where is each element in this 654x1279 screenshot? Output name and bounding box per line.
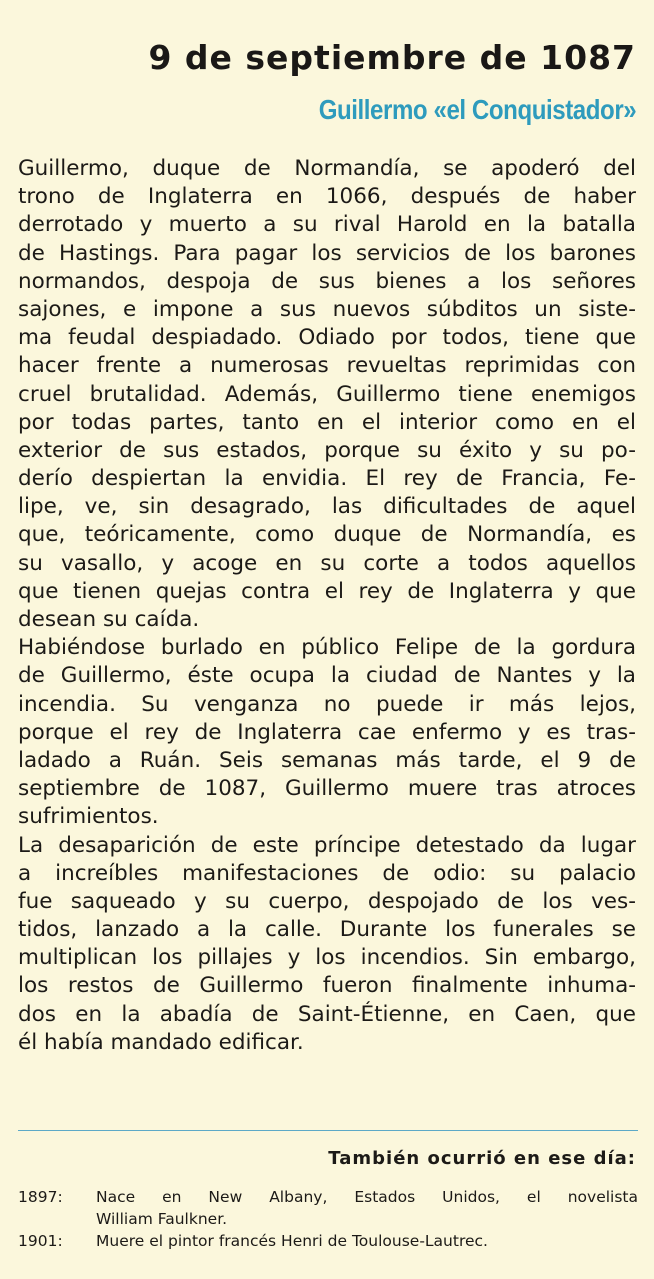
- body-line: ma feudal despiadado. Odiado por todos, tiene que: [18, 325, 636, 351]
- body-line: su vasallo, y acoge en su corte a todos aquellos: [18, 550, 636, 576]
- body-line: cruel brutalidad. Además, Guillermo tiene enemigos: [18, 381, 636, 407]
- event-text-line: William Faulkner.: [96, 1210, 228, 1228]
- body-line: derío despiertan la envidia. El rey de Francia, Fe-: [18, 466, 636, 492]
- event-item: [18, 1230, 638, 1252]
- body-line: sajones, e impone a sus nuevos súbditos un siste-: [18, 296, 636, 322]
- body-line: a increíbles manifestaciones de odio: su palacio: [18, 860, 636, 886]
- body-line: fue saqueado y su cuerpo, despojado de los ves-: [18, 888, 636, 914]
- body-line: él había mandado edificar.: [18, 1029, 304, 1055]
- also-happened-heading: También ocurrió en ese día:: [328, 1148, 636, 1169]
- body-line: normandos, despoja de sus bienes a los señores: [18, 268, 636, 294]
- event-text-line: Nace en New Albany, Estados Unidos, el novelista: [96, 1188, 638, 1206]
- page-subtitle: Guillermo «el Conquistador»: [318, 94, 636, 125]
- body-line: derrotado y muerto a su rival Harold en la batalla: [18, 212, 636, 238]
- body-line: trono de Inglaterra en 1066, después de haber: [18, 184, 636, 210]
- event-year: 1901:: [18, 1232, 63, 1250]
- event-item: [18, 1186, 638, 1230]
- body-line: La desaparición de este príncipe detestado da lugar: [18, 832, 636, 858]
- body-line: Guillermo, duque de Normandía, se apoderó del: [18, 156, 636, 181]
- body-line: porque el rey de Inglaterra cae enfermo y es tras-: [18, 719, 636, 745]
- body-line: exterior de sus estados, porque su éxito y su po-: [18, 437, 636, 463]
- article-body: [18, 155, 636, 1057]
- body-line: ladado a Ruán. Seis semanas más tarde, el 9 de: [18, 747, 636, 773]
- event-text-line: Muere el pintor francés Henri de Toulouse-Lautrec.: [96, 1232, 488, 1250]
- body-line: incendia. Su venganza no puede ir más lejos,: [18, 691, 636, 717]
- body-line: de Guillermo, éste ocupa la ciudad de Nantes y la: [18, 663, 636, 689]
- body-line: multiplican los pillajes y los incendios. Sin embargo,: [18, 945, 636, 971]
- body-line: de Hastings. Para pagar los servicios de los barones: [18, 240, 636, 266]
- body-line: tidos, lanzado a la calle. Durante los funerales se: [18, 917, 636, 943]
- body-line: por todas partes, tanto en el interior como en el: [18, 409, 636, 435]
- body-line: hacer frente a numerosas revueltas reprimidas con: [18, 353, 636, 379]
- body-line: lipe, ve, sin desagrado, las dificultades de aquel: [18, 494, 636, 520]
- body-line: desean su caída.: [18, 607, 200, 632]
- page-title-date: 9 de septiembre de 1087: [148, 38, 636, 77]
- body-line: septiembre de 1087, Guillermo muere tras atroces: [18, 776, 636, 802]
- section-divider: [18, 1130, 638, 1131]
- body-line: dos en la abadía de Saint-Étienne, en Caen, que: [18, 1001, 636, 1027]
- body-line: sufrimientos.: [18, 804, 159, 830]
- body-line: los restos de Guillermo fueron finalmente inhuma-: [18, 973, 636, 999]
- events-list: [18, 1186, 638, 1252]
- body-line: que, teóricamente, como duque de Normandía, es: [18, 522, 636, 548]
- event-year: 1897:: [18, 1188, 63, 1206]
- body-line: Habiéndose burlado en público Felipe de la gordura: [18, 635, 636, 661]
- body-line: que tienen quejas contra el rey de Inglaterra y que: [18, 578, 636, 604]
